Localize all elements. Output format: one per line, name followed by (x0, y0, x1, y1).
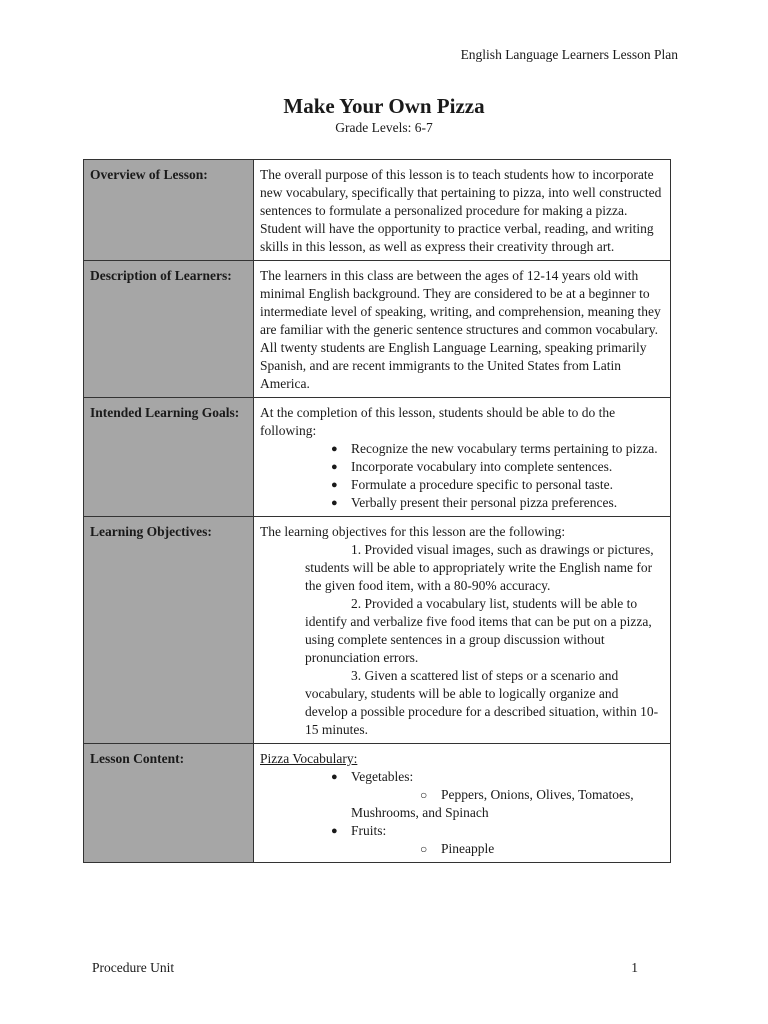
footer-unit: Procedure Unit (92, 960, 175, 975)
list-item (260, 840, 664, 858)
page-subtitle: Grade Levels: 6-7 (335, 120, 433, 135)
goals-list (260, 440, 664, 512)
page-number: 1 (631, 960, 638, 975)
row-label-goals: Intended Learning Goals: (84, 398, 254, 517)
row-content-goals (254, 398, 671, 517)
goal-text: Verbally present their personal pizza preferences. (351, 495, 618, 510)
sub-list (260, 786, 664, 822)
circle-bullet-icon: ○ (420, 842, 428, 856)
row-content-learners: The learners in this class are between the ages of 12-14 years old with minimal English background. They are considered to be at a beginner to intermediate level of speaking, writing, and comprehension, meaning they are familiar with the generic sentence structures and common vocabulary. All twenty students are English Language Learning, speaking primarily Spanish, and are recent immigrants to the United States from Latin America. (254, 261, 671, 398)
row-content-content (254, 744, 671, 863)
list-item (260, 822, 664, 858)
list-item (260, 440, 664, 458)
group-name: Fruits: (351, 823, 387, 838)
bullet-icon: ● (331, 497, 338, 509)
objectives-list (260, 541, 664, 739)
objectives-intro: The learning objectives for this lesson are the following: (260, 524, 566, 539)
bullet-icon: ● (331, 461, 338, 473)
bullet-icon: ● (331, 825, 338, 837)
table-row-content (84, 744, 671, 863)
sub-list (260, 840, 664, 858)
table-row-goals (84, 398, 671, 517)
group-item: Peppers, Onions, Olives, Tomatoes, Mushrooms, and Spinach (351, 787, 634, 820)
row-label-objectives: Learning Objectives: (84, 517, 254, 744)
list-item (260, 494, 664, 512)
group-name: Vegetables: (351, 769, 414, 784)
goals-intro: At the completion of this lesson, students should be able to do the following: (260, 405, 616, 438)
page-title: Make Your Own Pizza (283, 94, 485, 118)
bullet-icon: ● (331, 479, 338, 491)
vocabulary-heading: Pizza Vocabulary: (260, 751, 358, 766)
row-label-learners: Description of Learners: (84, 261, 254, 398)
table-row-learners (84, 261, 671, 398)
lesson-plan-table (83, 159, 671, 863)
list-item (260, 458, 664, 476)
list-item: 3. Given a scattered list of steps or a scenario and vocabulary, students will be able to logically organize and develop a possible procedure for a described situation, within 10-15 minutes. (305, 668, 659, 737)
list-item: 2. Provided a vocabulary list, students will be able to identify and verbalize five food items that can be put on a pizza, using complete sentences in a group discussion without pronunciation errors. (305, 596, 652, 665)
table-row-overview (84, 160, 671, 261)
row-content-objectives (254, 517, 671, 744)
group-item: Pineapple (441, 841, 495, 856)
goal-text: Incorporate vocabulary into complete sentences. (351, 459, 613, 474)
list-item (260, 768, 664, 822)
goal-text: Recognize the new vocabulary terms pertaining to pizza. (351, 441, 658, 456)
row-content-overview: The overall purpose of this lesson is to teach students how to incorporate new vocabulary, specifically that pertaining to pizza, into well constructed sentences to formulate a personalized procedure for making a pizza. Student will have the opportunity to practice verbal, reading, and writing skills in this lesson, as well as express their creativity through art. (254, 160, 671, 261)
list-item (260, 786, 664, 822)
vocabulary-list (260, 768, 664, 858)
table-row-objectives (84, 517, 671, 744)
circle-bullet-icon: ○ (420, 788, 428, 802)
list-item (260, 476, 664, 494)
bullet-icon: ● (331, 771, 338, 783)
list-item: 1. Provided visual images, such as drawings or pictures, students will be able to appropriately write the English name for the given food item, with a 80-90% accuracy. (305, 542, 654, 593)
document-header: English Language Learners Lesson Plan (460, 47, 678, 62)
bullet-icon: ● (331, 443, 338, 455)
row-label-overview: Overview of Lesson: (84, 160, 254, 261)
row-label-content: Lesson Content: (84, 744, 254, 863)
goal-text: Formulate a procedure specific to personal taste. (351, 477, 614, 492)
